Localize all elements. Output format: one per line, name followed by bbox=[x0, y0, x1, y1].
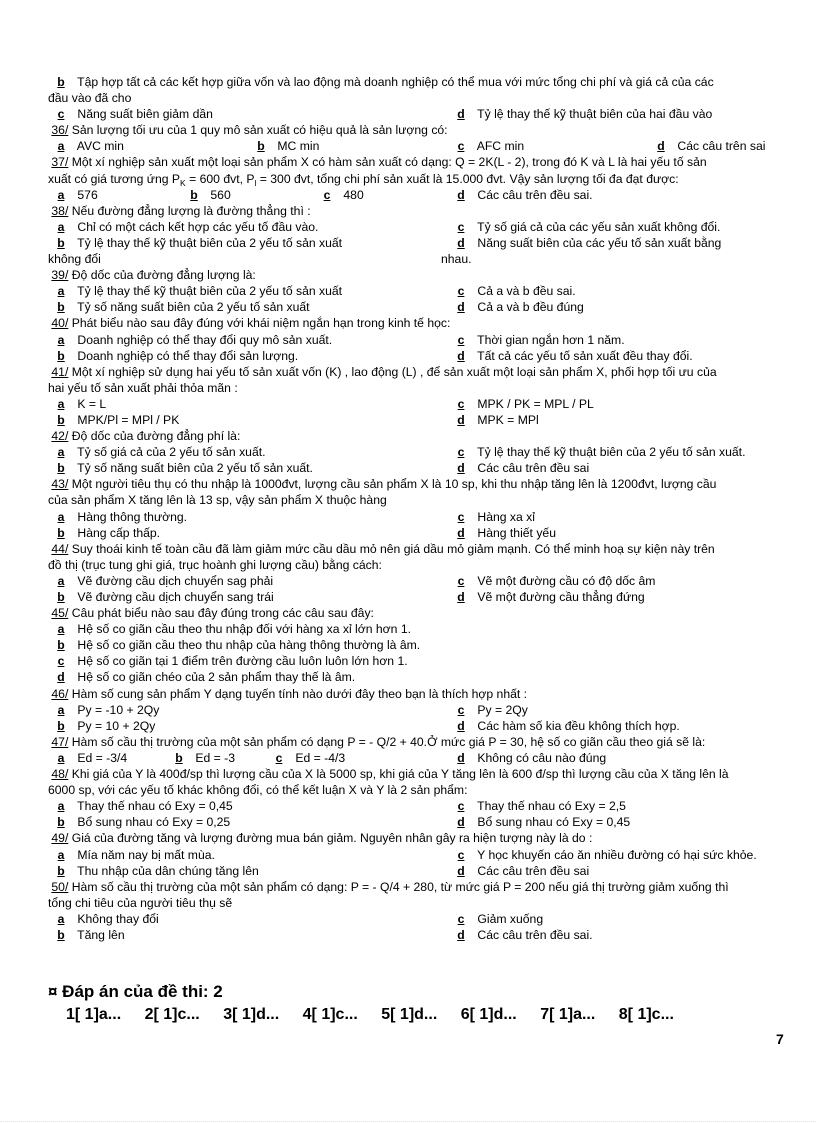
q36-options: a AVC min b MC min c AFC min d Các câu trên sai bbox=[57, 139, 766, 154]
q44-options-bd: b Vẽ đường cầu dịch chuyển sang trái d Vẽ một đường cầu thẳng đứng bbox=[57, 590, 645, 604]
answer-key-list bbox=[66, 1006, 693, 1024]
answer-key-item: 5[ 1]d... bbox=[381, 1006, 438, 1023]
question-40: 40/ Phát biểu nào sau đây đúng với khái niệm ngắn hạn trong kinh tế học: bbox=[51, 316, 451, 331]
question-48-cont: 6000 sp, với các yếu tố khác không đổi, có thể kết luận X và Y là 2 sản phẩm: bbox=[48, 783, 468, 798]
q45-option-b: b Hệ số co giãn cầu theo thu nhập của hàng thông thường là âm. bbox=[57, 638, 421, 653]
q44-options-ac: a Vẽ đường cầu dịch chuyển sag phải c Vẽ một đường cầu có độ dốc âm bbox=[57, 573, 656, 588]
question-43-cont: của sản phẩm X tăng lên là 13 sp, vậy sản phẩm X thuộc hàng bbox=[48, 493, 387, 508]
question-38: 38/ Nếu đường đẳng lượng là đường thẳng thì : bbox=[51, 203, 311, 218]
question-41: 41/ Một xí nghiệp sử dụng hai yếu tố sản xuất vốn (K) , lao động (L) , để sản xuất một loại sản phẩm X, phối hợp tối ưu của bbox=[51, 364, 717, 379]
q43-options-ac: a Hàng thông thường. c Hàng xa xỉ bbox=[57, 509, 535, 524]
q46-options-bd: b Py = 10 + 2Qy d Các hàm số kia đều không thích hợp. bbox=[57, 718, 680, 733]
answer-key-item: 8[ 1]c... bbox=[618, 1006, 674, 1023]
exam-questions bbox=[48, 74, 793, 943]
q38-options-bd-cont: không đổi nhau. bbox=[48, 252, 472, 267]
question-48: 48/ Khi giá của Y là 400đ/sp thì lượng cầu của X là 5000 sp, khi giá của Y tăng lên là 600 đ/sp thì lượng cầu của X tăng lên là bbox=[51, 767, 729, 782]
q47-options: a Ed = -3/4 b Ed = -3 c Ed = -4/3 d Không có câu nào đúng bbox=[57, 750, 607, 765]
q41-options-ac: a K = L c MPK / PK = MPL / PL bbox=[57, 396, 594, 411]
q42-options-ac: a Tỷ số giá cả của 2 yếu tố sản xuất. c Tỷ lệ thay thế kỹ thuật biên của 2 yếu tố sản xuất. bbox=[57, 445, 746, 460]
question-44: 44/ Suy thoái kinh tế toàn cầu đã làm giảm mức cầu dầu mỏ nên giá dầu mỏ giảm mạnh. Có thể minh hoạ sự kiện này trên bbox=[51, 541, 715, 556]
q45-option-c: c Hệ số co giãn tại 1 điểm trên đường cầu luôn luôn lớn hơn 1. bbox=[57, 654, 408, 669]
q50-options-ac: a Không thay đổi c Giảm xuống bbox=[57, 911, 544, 926]
question-47: 47/ Hàm số cầu thị trường của một sản phẩm có dạng P = - Q/2 + 40.Ở mức giá P = 30, hệ số co giãn cầu theo giá sẽ là: bbox=[51, 734, 706, 749]
q35-options-cd: c Năng suất biên giảm dần d Tỷ lệ thay thế kỹ thuật biên của hai đầu vào bbox=[57, 107, 713, 122]
q35-option-b: b Tập hợp tất cả các kết hợp giữa vốn và lao động mà doanh nghiệp có thể mua với mức tổng chi phí và giá cả của các bbox=[57, 75, 714, 89]
answer-key-title: ¤ Đáp án của đề thi: 2 bbox=[48, 982, 223, 1001]
q41-options-bd: b MPK/Pl = MPl / PK d MPK = MPl bbox=[57, 412, 539, 427]
q49-options-ac: a Mía năm nay bị mất mùa. c Y học khuyến cáo ăn nhiều đường có hại sức khỏe. bbox=[57, 847, 757, 862]
question-46: 46/ Hàm số cung sản phẩm Y dạng tuyến tính nào dưới đây theo bạn là thích hợp nhất : bbox=[51, 686, 528, 701]
question-45: 45/ Câu phát biểu nào sau đây đúng trong các câu sau đây: bbox=[51, 606, 374, 621]
question-43: 43/ Một người tiêu thụ có thu nhập là 1000đvt, lượng cầu sản phẩm X là 10 sp, khi thu nhập tăng lên là 1200đvt, lượng cầu bbox=[51, 477, 717, 492]
q37-options: a 576 b 560 c 480 d Các câu trên đều sai. bbox=[57, 187, 593, 202]
question-39: 39/ Độ dốc của đường đẳng lượng là: bbox=[51, 268, 256, 283]
q40-options-ac: a Doanh nghiệp có thể thay đổi quy mô sản xuất. c Thời gian ngắn hơn 1 năm. bbox=[57, 332, 625, 347]
q48-options-ac: a Thay thế nhau có Exy = 0,45 c Thay thế nhau có Exy = 2,5 bbox=[57, 799, 626, 814]
q45-option-a: a Hệ số co giãn cầu theo thu nhập đối với hàng xa xỉ lớn hơn 1. bbox=[57, 622, 412, 637]
q46-options-ac: a Py = -10 + 2Qy c Py = 2Qy bbox=[57, 702, 528, 717]
question-37: 37/ Một xí nghiệp sản xuất một loại sản phẩm X có hàm sản xuất có dạng: Q = 2K(L - 2), trong đó K và L là hai yếu tố sản bbox=[51, 155, 707, 170]
q40-options-bd: b Doanh nghiệp có thể thay đổi sản lượng. d Tất cả các yếu tố sản xuất đều thay đổi. bbox=[57, 348, 693, 363]
question-44-cont: đồ thị (trục tung ghi giá, trục hoành ghi lượng cầu) bằng cách: bbox=[48, 557, 382, 572]
q35-option-b-cont: đầu vào đã cho bbox=[48, 91, 132, 106]
page-number: 7 bbox=[776, 1031, 784, 1047]
q43-options-bd: b Hàng cấp thấp. d Hàng thiết yếu bbox=[57, 525, 556, 540]
q38-options-ac: a Chỉ có một cách kết hợp các yếu tố đầu vào. c Tỷ số giá cả của các yếu sản xuất không đổi. bbox=[57, 219, 721, 234]
q42-options-bd: b Tỷ số năng suất biên của 2 yếu tố sản xuất. d Các câu trên đều sai bbox=[57, 461, 590, 476]
q45-option-d: d Hệ số co giãn chéo của 2 sản phẩm thay thế là âm. bbox=[57, 670, 356, 685]
question-50: 50/ Hàm số cầu thị trường của một sản phẩm có dạng: P = - Q/4 + 280, từ mức giá P = 200 nếu giá thị trường giảm xuống thì bbox=[51, 879, 729, 894]
question-37-cont: xuất có giá tương ứng $P_K = 600$ đvt, $P_l = 300$ đvt, tổng chi phí sản xuất là 15.000 đvt. Vậy sản lượng tối đa đạt được: bbox=[48, 171, 679, 187]
q38-options-bd: b Tỷ lệ thay thế kỹ thuật biên của 2 yếu tố sản xuất d Năng suất biên của các yếu tố sản xuất bằng bbox=[57, 235, 722, 250]
answer-key-item: 7[ 1]a... bbox=[540, 1006, 596, 1023]
question-41-cont: hai yếu tố sản xuất phải thỏa mãn : bbox=[48, 380, 238, 395]
q39-options-bd: b Tỷ số năng suất biên của 2 yếu tố sản xuất d Cả a và b đều đúng bbox=[57, 300, 584, 315]
answer-key-item: 2[ 1]c... bbox=[144, 1006, 200, 1023]
q39-options-ac: a Tỷ lệ thay thế kỹ thuật biên của 2 yếu tố sản xuất c Cả a và b đều sai. bbox=[57, 284, 576, 299]
answer-key-item: 4[ 1]c... bbox=[302, 1006, 358, 1023]
page-bottom-divider bbox=[0, 1121, 816, 1122]
question-50-cont: tổng chi tiêu của người tiêu thụ sẽ bbox=[48, 895, 233, 910]
question-42: 42/ Độ dốc của đường đẳng phí là: bbox=[51, 429, 241, 444]
question-49: 49/ Giá của đường tăng và lượng đường mua bán giảm. Nguyên nhân gây ra hiện tượng này là do : bbox=[51, 831, 593, 846]
q49-options-bd: b Thu nhập của dân chúng tăng lên d Các câu trên đều sai bbox=[57, 863, 590, 878]
answer-key-item: 6[ 1]d... bbox=[460, 1006, 517, 1023]
answer-key-item: 1[ 1]a... bbox=[66, 1006, 122, 1023]
q48-options-bd: b Bổ sung nhau có Exy = 0,25 d Bổ sung nhau có Exy = 0,45 bbox=[57, 815, 631, 830]
q50-options-bd: b Tăng lên d Các câu trên đều sai. bbox=[57, 927, 593, 942]
question-36: 36/ Sản lượng tối ưu của 1 quy mô sản xuất có hiệu quả là sản lượng có: bbox=[51, 123, 448, 138]
answer-key-item: 3[ 1]d... bbox=[223, 1006, 280, 1023]
